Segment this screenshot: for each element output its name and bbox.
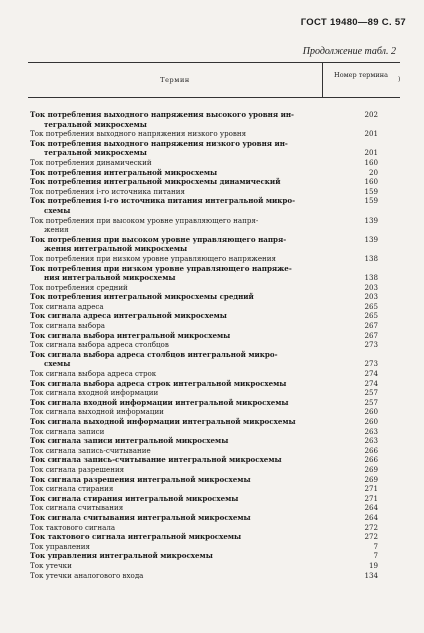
- table-row: [30, 571, 400, 581]
- term-number: 201: [364, 148, 378, 158]
- term-number: 266: [364, 455, 378, 465]
- term-text: Ток сигнала считывания интегральной микросхемы: [30, 512, 251, 522]
- term-text: Ток сигнала выбора адреса строк интегральной микросхемы: [30, 378, 287, 388]
- table-row: [30, 148, 400, 158]
- term-number: 269: [364, 464, 378, 474]
- term-text: Ток утечки аналогового входа: [30, 570, 144, 580]
- term-text: Ток потребления i-го источника питания интегральной микро-: [30, 196, 296, 206]
- term-text: Ток сигнала выходной информации: [30, 407, 164, 417]
- term-number: 260: [364, 417, 378, 426]
- table-row: [30, 532, 400, 542]
- term-number: 20: [368, 167, 378, 177]
- table-row: [30, 302, 400, 312]
- term-number: 139: [364, 234, 378, 244]
- term-text: Ток сигнала входной информации интегральной микросхемы: [30, 397, 289, 407]
- term-text: Ток тактового сигнала: [30, 522, 116, 532]
- table-row: [30, 139, 400, 149]
- term-text: Ток потребления интегральной микросхемы: [30, 167, 218, 177]
- table-continuation-caption: Продолжение табл. 2: [302, 46, 396, 57]
- table-row: [30, 523, 400, 533]
- term-text: жения: [44, 225, 69, 235]
- table-row: [30, 484, 400, 494]
- term-text: Ток потребления выходного напряжения низкого уровня: [30, 129, 247, 139]
- term-text: Ток утечки: [30, 560, 72, 570]
- table-row: [30, 177, 400, 187]
- margin-mark: ): [398, 76, 401, 83]
- table-row: [30, 244, 400, 254]
- term-number: 257: [364, 388, 378, 398]
- table-row: [30, 359, 400, 369]
- table-row: [30, 110, 400, 120]
- term-number: 272: [364, 522, 378, 532]
- term-number: 201: [364, 129, 378, 139]
- table-row: [30, 283, 400, 293]
- term-text: Ток потребления интегральной микросхемы средний: [30, 292, 254, 302]
- table-row: [30, 561, 400, 571]
- table-row: [30, 206, 400, 216]
- term-text: Ток сигнала запись-считывание интегральной микросхемы: [30, 455, 282, 465]
- table-row: [30, 465, 400, 475]
- term-number: 264: [364, 503, 378, 513]
- table-row: [30, 273, 400, 283]
- table-row: [30, 235, 400, 245]
- table-row: [30, 369, 400, 379]
- term-text: Ток потребления при низком уровне управляющего напряже-: [30, 263, 292, 273]
- term-number: 272: [364, 532, 378, 542]
- column-divider: [322, 63, 323, 97]
- table-row: [30, 388, 400, 398]
- term-number: 19: [368, 560, 378, 570]
- table-body: [30, 110, 400, 580]
- term-number: 273: [364, 340, 378, 350]
- column-header-number: Номер термина: [334, 71, 388, 79]
- table-row: [30, 503, 400, 513]
- table-row: [30, 196, 400, 206]
- table-header: [28, 63, 400, 98]
- term-text: Ток сигнала считывания: [30, 503, 124, 513]
- term-number: 159: [364, 196, 378, 206]
- term-number: 263: [364, 436, 378, 446]
- term-number: 203: [364, 292, 378, 302]
- table-row: [30, 551, 400, 561]
- term-text: Ток потребления динамический: [30, 157, 152, 167]
- term-number: 160: [364, 177, 378, 187]
- term-number: 138: [364, 273, 378, 283]
- table-row: [30, 129, 400, 139]
- term-text: Ток потребления при высоком уровне управляющего напря-: [30, 234, 287, 244]
- term-text: Ток сигнала стирания: [30, 484, 114, 494]
- term-text: Ток потребления при низком уровне управляющего напряжения: [30, 253, 276, 263]
- term-number: 7: [373, 541, 378, 551]
- term-number: 159: [364, 186, 378, 196]
- term-text: Ток сигнала стирания интегральной микросхемы: [30, 493, 239, 503]
- term-text: Ток сигнала выбора адреса строк: [30, 369, 157, 379]
- term-text: Ток сигнала записи интегральной микросхемы: [30, 436, 229, 446]
- term-number: 134: [364, 570, 378, 580]
- page-header: ГОСТ 19480—89 С. 57: [300, 17, 406, 28]
- term-text: Ток сигнала разрешения: [30, 464, 125, 474]
- table-row: [30, 427, 400, 437]
- table-row: [30, 311, 400, 321]
- term-number: 267: [364, 321, 378, 331]
- table-row: [30, 225, 400, 235]
- term-text: Ток сигнала выбора: [30, 321, 106, 331]
- table-row: [30, 120, 400, 130]
- term-number: 202: [364, 110, 378, 119]
- term-text: Ток потребления при высоком уровне управляющего напря-: [30, 215, 259, 225]
- term-text: схемы: [44, 359, 71, 369]
- term-text: схемы: [44, 205, 71, 215]
- term-number: 263: [364, 426, 378, 436]
- term-number: 273: [364, 359, 378, 369]
- term-text: Ток потребления i-го источника питания: [30, 186, 185, 196]
- table-row: [30, 398, 400, 408]
- term-number: 160: [364, 157, 378, 167]
- table-row: [30, 513, 400, 523]
- term-number: 138: [364, 253, 378, 263]
- term-text: Ток потребления выходного напряжения высокого уровня ин-: [30, 110, 294, 119]
- table-row: [30, 455, 400, 465]
- term-number: 274: [364, 378, 378, 388]
- term-text: Ток сигнала выбора интегральной микросхемы: [30, 330, 231, 340]
- term-text: жения интегральной микросхемы: [44, 244, 188, 254]
- term-text: тегральной микросхемы: [44, 148, 147, 158]
- term-text: ния интегральной микросхемы: [44, 273, 176, 283]
- term-number: 267: [364, 330, 378, 340]
- term-text: Ток потребления средний: [30, 282, 128, 292]
- term-text: Ток сигнала записи: [30, 426, 105, 436]
- column-header-term: Термин: [160, 76, 190, 84]
- table-row: [30, 331, 400, 341]
- table-row: [30, 168, 400, 178]
- table-row: [30, 216, 400, 226]
- table-row: [30, 321, 400, 331]
- term-number: 271: [364, 484, 378, 494]
- term-number: 265: [364, 311, 378, 321]
- table-row: [30, 542, 400, 552]
- table-row: [30, 158, 400, 168]
- term-text: Ток сигнала выбора адреса столбцов интегральной микро-: [30, 349, 278, 359]
- table-row: [30, 254, 400, 264]
- table-row: [30, 292, 400, 302]
- term-number: 203: [364, 282, 378, 292]
- term-text: Ток сигнала разрешения интегральной микросхемы: [30, 474, 251, 484]
- term-text: Ток потребления выходного напряжения низкого уровня ин-: [30, 138, 288, 148]
- term-text: Ток управления интегральной микросхемы: [30, 551, 213, 561]
- term-number: 269: [364, 474, 378, 484]
- table-row: [30, 379, 400, 389]
- term-text: Ток сигнала адреса: [30, 301, 104, 311]
- term-text: тегральной микросхемы: [44, 119, 147, 129]
- term-number: 7: [373, 551, 378, 561]
- table-row: [30, 264, 400, 274]
- term-text: Ток сигнала входной информации: [30, 388, 159, 398]
- term-number: 139: [364, 215, 378, 225]
- term-number: 257: [364, 397, 378, 407]
- term-text: Ток сигнала запись-считывание: [30, 445, 151, 455]
- term-text: Ток тактового сигнала интегральной микросхемы: [30, 532, 242, 542]
- table-row: [30, 494, 400, 504]
- table-row: [30, 187, 400, 197]
- table-row: [30, 417, 400, 427]
- terms-table: [28, 62, 400, 601]
- term-number: 260: [364, 407, 378, 417]
- table-row: [30, 407, 400, 417]
- term-text: Ток управления: [30, 541, 90, 551]
- term-number: 265: [364, 301, 378, 311]
- table-row: [30, 475, 400, 485]
- table-row: [30, 436, 400, 446]
- table-row: [30, 340, 400, 350]
- table-row: [30, 446, 400, 456]
- term-number: 264: [364, 512, 378, 522]
- term-number: 274: [364, 369, 378, 379]
- term-text: Ток сигнала выходной информации интегральной микросхемы: [30, 417, 296, 426]
- term-number: 271: [364, 493, 378, 503]
- table-row: [30, 350, 400, 360]
- term-text: Ток сигнала адреса интегральной микросхемы: [30, 311, 227, 321]
- term-number: 266: [364, 445, 378, 455]
- term-text: Ток потребления интегральной микросхемы динамический: [30, 177, 281, 187]
- term-text: Ток сигнала выбора адреса столбцов: [30, 340, 169, 350]
